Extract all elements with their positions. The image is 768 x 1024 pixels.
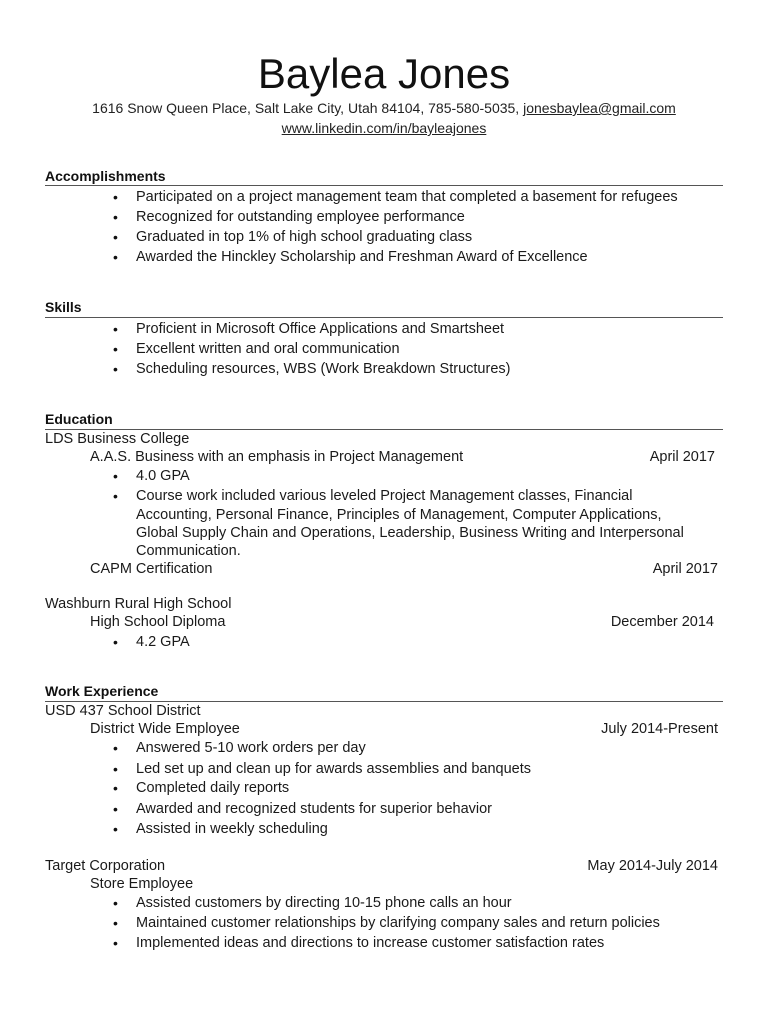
bullet-icon: • xyxy=(113,249,118,265)
school-name: Washburn Rural High School xyxy=(45,596,232,612)
certification-date: April 2017 xyxy=(652,561,718,577)
coursework-line: Communication. xyxy=(136,543,241,559)
degree-date: April 2017 xyxy=(649,449,715,465)
job-duty: Completed daily reports xyxy=(136,780,290,796)
job-duty: Awarded and recognized students for superior behavior xyxy=(136,801,493,817)
bullet-icon: • xyxy=(113,341,118,357)
bullet-icon: • xyxy=(113,361,118,377)
job-duty: Answered 5-10 work orders per day xyxy=(136,740,366,756)
certification-title: CAPM Certification xyxy=(90,561,213,577)
bullet-icon: • xyxy=(113,780,118,796)
bullet-icon: • xyxy=(113,468,118,484)
bullet-icon: • xyxy=(113,935,118,951)
work-heading: Work Experience xyxy=(45,683,159,699)
job-duty: Assisted in weekly scheduling xyxy=(136,821,328,837)
linkedin-line xyxy=(0,119,768,137)
linkedin-link[interactable]: www.linkedin.com/in/bayleajones xyxy=(281,120,487,136)
job-date: July 2014-Present xyxy=(601,721,718,737)
job-title: District Wide Employee xyxy=(90,721,240,737)
gpa-item: 4.2 GPA xyxy=(136,634,190,650)
accomplishment-item: Recognized for outstanding employee performance xyxy=(136,209,465,225)
coursework-line: Global Supply Chain and Operations, Leadership, Business Writing and Interpersonal xyxy=(136,525,684,541)
bullet-icon: • xyxy=(113,740,118,756)
accomplishment-item: Awarded the Hinckley Scholarship and Freshman Award of Excellence xyxy=(136,249,588,265)
skills-heading: Skills xyxy=(45,299,82,315)
job-duty: Implemented ideas and directions to increase customer satisfaction rates xyxy=(136,935,605,951)
job-duty: Led set up and clean up for awards assemblies and banquets xyxy=(136,761,531,777)
bullet-icon: • xyxy=(113,915,118,931)
coursework-line: Accounting, Personal Finance, Principles of Management, Computer Applications, xyxy=(136,507,662,523)
job-title: Store Employee xyxy=(90,876,194,892)
bullet-icon: • xyxy=(113,229,118,245)
school-name: LDS Business College xyxy=(45,431,190,447)
accomplishment-item: Participated on a project management team that completed a basement for refugees xyxy=(136,189,678,205)
email-link[interactable]: jonesbaylea@gmail.com xyxy=(523,100,676,116)
skill-item: Scheduling resources, WBS (Work Breakdown Structures) xyxy=(136,361,511,377)
bullet-icon: • xyxy=(113,761,118,777)
coursework-line: Course work included various leveled Project Management classes, Financial xyxy=(136,488,633,504)
degree-title: High School Diploma xyxy=(90,614,226,630)
accomplishments-rule xyxy=(45,185,723,186)
job-date: May 2014-July 2014 xyxy=(587,858,718,874)
employer-name: Target Corporation xyxy=(45,858,166,874)
skill-item: Proficient in Microsoft Office Applications and Smartsheet xyxy=(136,321,505,337)
resume-name: Baylea Jones xyxy=(257,50,511,97)
bullet-icon: • xyxy=(113,895,118,911)
accomplishments-heading: Accomplishments xyxy=(45,168,166,184)
job-duty: Maintained customer relationships by clarifying company sales and return policies xyxy=(136,915,660,931)
skill-item: Excellent written and oral communication xyxy=(136,341,400,357)
bullet-icon: • xyxy=(113,634,118,650)
address-text: 1616 Snow Queen Place, Salt Lake City, Utah 84104, 785-580-5035, xyxy=(92,100,524,116)
bullet-icon: • xyxy=(113,209,118,225)
bullet-icon: • xyxy=(113,488,118,504)
degree-title: A.A.S. Business with an emphasis in Project Management xyxy=(90,449,464,465)
employer-name: USD 437 School District xyxy=(45,703,201,719)
degree-date: December 2014 xyxy=(610,614,714,630)
education-heading: Education xyxy=(45,411,113,427)
skills-rule xyxy=(45,317,723,318)
bullet-icon: • xyxy=(113,189,118,205)
bullet-icon: • xyxy=(113,321,118,337)
accomplishment-item: Graduated in top 1% of high school graduating class xyxy=(136,229,473,245)
bullet-icon: • xyxy=(113,801,118,817)
contact-line xyxy=(0,99,768,117)
job-duty: Assisted customers by directing 10-15 phone calls an hour xyxy=(136,895,512,911)
bullet-icon: • xyxy=(113,821,118,837)
gpa-item: 4.0 GPA xyxy=(136,468,190,484)
